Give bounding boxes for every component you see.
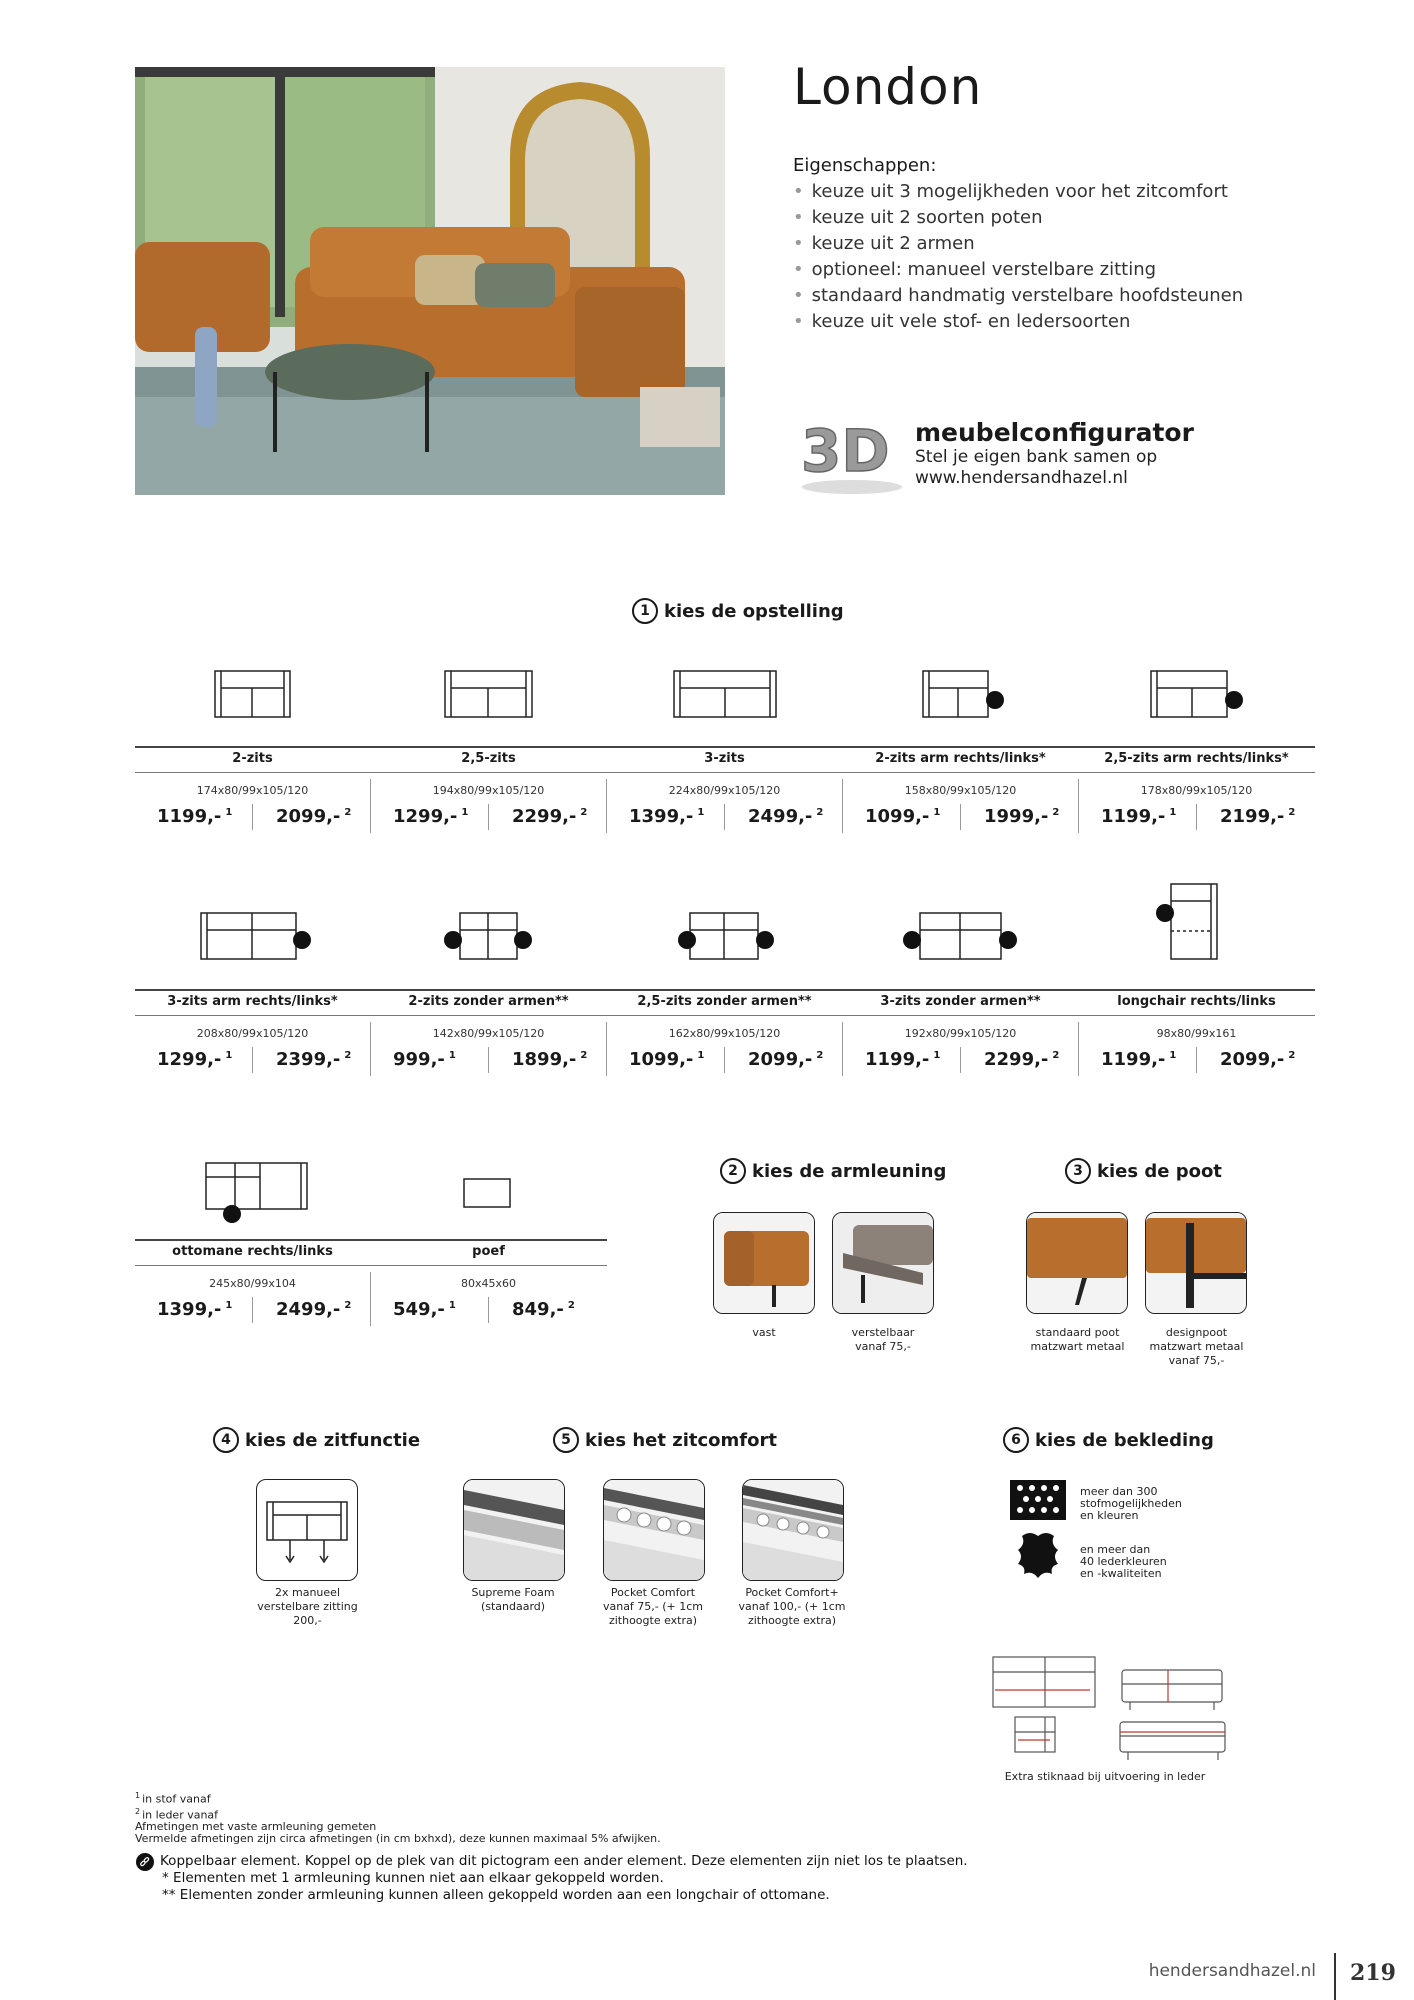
product-dimensions: 174x80/99x105/120: [196, 784, 309, 797]
link-icon: [293, 931, 311, 949]
upholstery-icons: [1008, 1478, 1070, 1588]
property-item: • keuze uit 3 mogelijkheden voor het zitcomfort: [793, 179, 1243, 205]
price-fabric: 1299,- $^1$: [157, 1049, 233, 1070]
price-fabric: 549,- $^1$: [393, 1299, 456, 1320]
link-icon: [1156, 904, 1174, 922]
row2-diagrams: [135, 878, 1315, 964]
step-number: 3: [1065, 1158, 1091, 1184]
diagram-2-zits-zonder-armen: [460, 913, 517, 959]
stitch-diagram-sofa-side: [1120, 1722, 1225, 1760]
product-name: 3-zits zonder armen**: [880, 994, 1041, 1009]
price-leather: 2199,- $^2$: [1220, 806, 1296, 827]
price-fabric: 1099,- $^1$: [629, 1049, 705, 1070]
comfort-option-pocket[interactable]: [603, 1479, 705, 1581]
price-leather: 2099,- $^2$: [1220, 1049, 1296, 1070]
comfort-option-supreme-foam[interactable]: [463, 1479, 565, 1581]
property-item: • keuze uit 2 soorten poten: [793, 205, 1243, 231]
seatfunction-option[interactable]: [256, 1479, 358, 1581]
step-label: kies het zitcomfort: [585, 1429, 777, 1451]
3d-logo: [797, 413, 907, 498]
leg-option-design[interactable]: [1145, 1212, 1247, 1314]
row3-diagrams: [135, 1155, 615, 1225]
product-dimensions: 142x80/99x105/120: [432, 1027, 545, 1040]
link-icon: [135, 1852, 155, 1872]
price-fabric: 1199,- $^1$: [157, 806, 233, 827]
link-icon: [223, 1205, 241, 1223]
hero-photo: [135, 67, 725, 495]
configurator-text: [915, 418, 1194, 489]
link-icon: [903, 931, 921, 949]
product-dimensions: 245x80/99x104: [209, 1277, 296, 1290]
diagram-2-5-zits: [445, 671, 532, 717]
property-item: • keuze uit vele stof- en ledersoorten: [793, 309, 1243, 335]
price-fabric: 1399,- $^1$: [157, 1299, 233, 1320]
legend-line: * Elementen met 1 armleuning kunnen niet aan elkaar gekoppeld worden.: [162, 1870, 664, 1886]
diagram-2-zits-arm: [923, 671, 988, 717]
leg-option-standaard[interactable]: [1026, 1212, 1128, 1314]
product-name: poef: [472, 1244, 505, 1259]
price-leather: 2399,- $^2$: [276, 1049, 352, 1070]
leather-hide-icon: [1018, 1533, 1058, 1578]
comfort-caption: Pocket Comfort vanaf 75,- (+ 1cm zithoogte extra): [602, 1586, 704, 1627]
price-fabric: 1199,- $^1$: [1101, 806, 1177, 827]
row1-table: [135, 746, 1315, 831]
property-item: • optioneel: manueel verstelbare zitting: [793, 257, 1243, 283]
price-leather: 2099,- $^2$: [748, 1049, 824, 1070]
step-6-heading: [1003, 1427, 1214, 1453]
link-icon: [986, 691, 1004, 709]
step-4-heading: [213, 1427, 420, 1453]
fabric-caption: meer dan 300 stofmogelijkheden en kleuren: [1080, 1485, 1182, 1522]
price-fabric: 1199,- $^1$: [1101, 1049, 1177, 1070]
step-number: 1: [632, 598, 658, 624]
comfort-caption: Pocket Comfort+ vanaf 100,- (+ 1cm zithoogte extra): [738, 1586, 846, 1627]
diagram-2-zits: [215, 671, 290, 717]
product-dimensions: 192x80/99x105/120: [904, 1027, 1017, 1040]
price-fabric: 1299,- $^1$: [393, 806, 469, 827]
price-fabric: 1099,- $^1$: [865, 806, 941, 827]
legend-line: ** Elementen zonder armleuning kunnen alleen gekoppeld worden aan een longchair of ottomane.: [162, 1887, 830, 1903]
properties-heading: Eigenschappen:: [793, 155, 937, 176]
armrest-caption: verstelbaar vanaf 75,-: [851, 1326, 915, 1353]
product-name: 2-zits: [232, 751, 273, 766]
price-leather: 1999,- $^2$: [984, 806, 1060, 827]
page-title: London: [793, 58, 983, 116]
link-icon: [756, 931, 774, 949]
page-number: 219: [1350, 1960, 1396, 1986]
seatfunction-caption: 2x manueel verstelbare zitting 200,-: [257, 1586, 358, 1627]
product-name: 2,5-zits arm rechts/links*: [1104, 751, 1289, 766]
product-dimensions: 98x80/99x161: [1156, 1027, 1237, 1040]
step-3-heading: [1065, 1158, 1222, 1184]
product-name: 2,5-zits zonder armen**: [637, 994, 812, 1009]
price-leather: 1899,- $^2$: [512, 1049, 588, 1070]
fabric-swatch-icon: [1010, 1480, 1066, 1520]
properties-list: [793, 179, 1243, 335]
diagram-3-zits: [674, 671, 776, 717]
price-fabric: 999,- $^1$: [393, 1049, 456, 1070]
step-label: kies de poot: [1097, 1160, 1222, 1182]
property-item: • standaard handmatig verstelbare hoofdsteunen: [793, 283, 1243, 309]
product-name: 3-zits arm rechts/links*: [167, 994, 338, 1009]
product-name: 2-zits zonder armen**: [408, 994, 569, 1009]
price-leather: 2499,- $^2$: [748, 806, 824, 827]
3d-logo-text: 3D: [801, 417, 890, 485]
row2-table: [135, 989, 1315, 1074]
stitch-diagram-sofa: [1122, 1670, 1222, 1710]
step-number: 2: [720, 1158, 746, 1184]
diagram-longchair: [1171, 884, 1217, 959]
step-label: kies de zitfunctie: [245, 1429, 421, 1451]
product-dimensions: 194x80/99x105/120: [432, 784, 545, 797]
properties-block: [793, 153, 1243, 335]
price-leather: 2299,- $^2$: [512, 806, 588, 827]
diagram-poef: [464, 1179, 510, 1207]
leg-caption: designpoot matzwart metaal vanaf 75,-: [1149, 1326, 1244, 1367]
link-icon: [999, 931, 1017, 949]
diagram-ottomane: [206, 1163, 307, 1209]
step-1-heading: [632, 598, 844, 624]
price-leather: 849,- $^2$: [512, 1299, 575, 1320]
footer-divider: [1334, 1953, 1336, 2000]
product-dimensions: 80x45x60: [460, 1277, 516, 1290]
link-icon: [444, 931, 462, 949]
configurator-title: meubelconfigurator: [915, 418, 1194, 447]
footnotes: $^1$ in stof vanaf $^2$ in leder vanaf Afmetingen met vaste armleuning gemeten Vermelde afmetingen zijn circa afmetingen (in cm bxhxd), deze kunnen maximaal 5% afwijken.: [135, 1791, 661, 1846]
leg-caption: standaard poot matzwart metaal: [1030, 1326, 1125, 1353]
price-leather: 2099,- $^2$: [276, 806, 352, 827]
armrest-caption: vast: [752, 1326, 776, 1339]
leather-caption: en meer dan 40 lederkleuren en -kwaliteiten: [1080, 1543, 1167, 1580]
step-number: 4: [213, 1427, 239, 1453]
product-name: 3-zits: [704, 751, 745, 766]
product-dimensions: 208x80/99x105/120: [196, 1027, 309, 1040]
step-2-heading: [720, 1158, 946, 1184]
footer-site[interactable]: hendersandhazel.nl: [1148, 1961, 1316, 1981]
legend: [160, 1853, 968, 1904]
price-leather: 2299,- $^2$: [984, 1049, 1060, 1070]
stitch-diagram-armrest: [1015, 1717, 1055, 1752]
product-dimensions: 158x80/99x105/120: [904, 784, 1017, 797]
product-dimensions: 224x80/99x105/120: [668, 784, 781, 797]
row1-diagrams: [135, 660, 1315, 740]
step-label: kies de bekleding: [1035, 1429, 1214, 1451]
diagram-3-zits-arm: [201, 913, 296, 959]
step-label: kies de armleuning: [752, 1160, 947, 1182]
step-label: kies de opstelling: [664, 600, 844, 622]
stitch-diagrams: [990, 1652, 1230, 1768]
diagram-3-zits-zonder-armen: [920, 913, 1001, 959]
configurator-url[interactable]: www.hendersandhazel.nl: [915, 468, 1128, 488]
product-name: 2-zits arm rechts/links*: [875, 751, 1046, 766]
step-number: 6: [1003, 1427, 1029, 1453]
row3-table: [135, 1239, 607, 1324]
stitch-caption: Extra stiknaad bij uitvoering in leder: [1004, 1770, 1206, 1783]
price-fabric: 1399,- $^1$: [629, 806, 705, 827]
comfort-caption: Supreme Foam (standaard): [471, 1586, 555, 1613]
step-5-heading: [553, 1427, 777, 1453]
comfort-option-pocket-plus[interactable]: [742, 1479, 844, 1581]
link-icon: [678, 931, 696, 949]
product-name: 2,5-zits: [461, 751, 516, 766]
step-number: 5: [553, 1427, 579, 1453]
property-item: • keuze uit 2 armen: [793, 231, 1243, 257]
armrest-option-verstelbaar[interactable]: [832, 1212, 934, 1314]
configurator-line1: Stel je eigen bank samen op: [915, 447, 1158, 467]
stitch-diagram-topview: [993, 1657, 1095, 1707]
product-name: longchair rechts/links: [1117, 994, 1276, 1009]
diagram-2-5-zits-zonder-armen: [690, 913, 758, 959]
product-name: ottomane rechts/links: [172, 1244, 333, 1259]
product-dimensions: 178x80/99x105/120: [1140, 784, 1253, 797]
armrest-option-vast[interactable]: [713, 1212, 815, 1314]
legend-line: Koppelbaar element. Koppel op de plek van dit pictogram een ander element. Deze elementen zijn niet los te plaatsen.: [160, 1853, 968, 1869]
diagram-2-5-zits-arm: [1151, 671, 1227, 717]
link-icon: [1225, 691, 1243, 709]
product-dimensions: 162x80/99x105/120: [668, 1027, 781, 1040]
price-leather: 2499,- $^2$: [276, 1299, 352, 1320]
price-fabric: 1199,- $^1$: [865, 1049, 941, 1070]
link-icon: [514, 931, 532, 949]
